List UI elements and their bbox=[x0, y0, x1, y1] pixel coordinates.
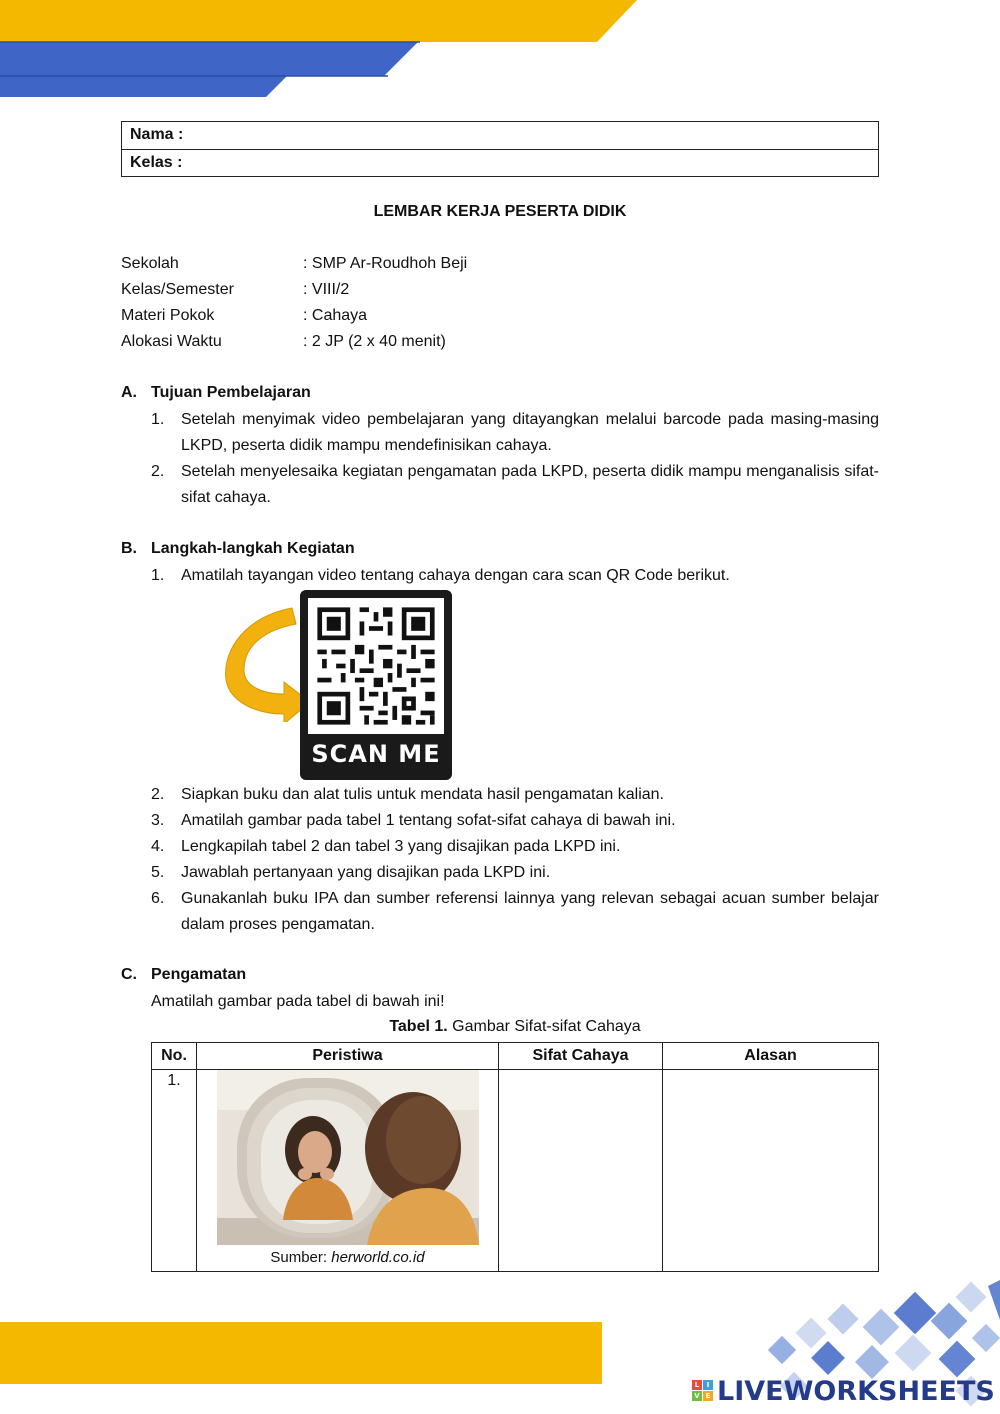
list-text: Setelah menyelesaika kegiatan pengamatan pada LKPD, peserta didik mampu menganalisis sifat-sifat cahaya. bbox=[181, 463, 879, 506]
logo-text: LIVEWORKSHEETS bbox=[717, 1376, 995, 1407]
identity-box bbox=[121, 121, 879, 177]
list-number: 6. bbox=[151, 890, 165, 907]
observation-table bbox=[151, 1042, 879, 1272]
section-c-intro: Amatilah gambar pada tabel di bawah ini! bbox=[151, 993, 445, 1010]
logo-cube: L bbox=[692, 1380, 702, 1390]
footer-bar bbox=[0, 1322, 602, 1384]
list-number: 1. bbox=[151, 411, 165, 428]
list-item bbox=[151, 808, 879, 834]
table-header-row bbox=[152, 1043, 879, 1070]
table-row bbox=[152, 1070, 879, 1272]
meta-row bbox=[121, 331, 467, 357]
list-number: 3. bbox=[151, 812, 165, 829]
header-event: Peristiwa bbox=[197, 1043, 499, 1070]
section-a-list bbox=[151, 407, 879, 511]
header-reason: Alasan bbox=[663, 1043, 879, 1070]
list-text: Lengkapilah tabel 2 dan tabel 3 yang disajikan pada LKPD ini. bbox=[181, 838, 621, 855]
caption-text: Gambar Sifat-sifat Cahaya bbox=[447, 1018, 641, 1035]
class-field[interactable] bbox=[122, 149, 878, 176]
name-field[interactable] bbox=[122, 122, 878, 149]
section-letter: B. bbox=[121, 540, 137, 557]
caption-label: Tabel 1. bbox=[389, 1018, 448, 1035]
section-a-heading bbox=[121, 384, 311, 402]
mirror-photo bbox=[217, 1070, 479, 1245]
header-decoration bbox=[0, 0, 1000, 100]
logo-cube: I bbox=[703, 1380, 713, 1390]
page-title: LEMBAR KERJA PESERTA DIDIK bbox=[373, 203, 627, 220]
name-label: Nama : bbox=[130, 126, 184, 143]
section-letter: A. bbox=[121, 384, 137, 401]
meta-key: Alokasi Waktu bbox=[121, 333, 222, 350]
row-number: 1. bbox=[152, 1070, 197, 1272]
qr-card bbox=[300, 590, 452, 780]
meta-row bbox=[121, 305, 467, 331]
section-title: Langkah-langkah Kegiatan bbox=[151, 540, 355, 557]
list-number: 1. bbox=[151, 567, 165, 584]
logo-cubes-icon bbox=[692, 1380, 714, 1404]
section-title: Pengamatan bbox=[151, 966, 247, 983]
light-property-cell[interactable] bbox=[499, 1070, 663, 1272]
section-b-list bbox=[151, 782, 879, 938]
meta-key: Kelas/Semester bbox=[121, 281, 234, 298]
class-label: Kelas : bbox=[130, 154, 183, 171]
photo-source bbox=[197, 1249, 498, 1266]
meta-key: Materi Pokok bbox=[121, 307, 215, 324]
table-caption bbox=[0, 1018, 1000, 1036]
reason-cell[interactable] bbox=[663, 1070, 879, 1272]
meta-value: : SMP Ar-Roudhoh Beji bbox=[303, 255, 468, 272]
meta-info bbox=[121, 253, 467, 357]
list-text: Amatilah tayangan video tentang cahaya dengan cara scan QR Code berikut. bbox=[181, 567, 730, 584]
logo-cube: V bbox=[692, 1391, 702, 1401]
liveworksheets-logo[interactable] bbox=[692, 1376, 995, 1407]
meta-row bbox=[121, 253, 467, 279]
list-number: 2. bbox=[151, 463, 165, 480]
section-letter: C. bbox=[121, 966, 137, 983]
event-cell bbox=[197, 1070, 499, 1272]
list-item bbox=[151, 834, 879, 860]
list-item bbox=[151, 563, 879, 589]
logo-cube: E bbox=[703, 1391, 713, 1401]
qr-label: SCAN ME bbox=[311, 740, 441, 768]
list-item bbox=[151, 860, 879, 886]
meta-value: : VIII/2 bbox=[303, 281, 350, 298]
header-no: No. bbox=[152, 1043, 197, 1070]
meta-value: : 2 JP (2 x 40 menit) bbox=[303, 333, 446, 350]
section-title: Tujuan Pembelajaran bbox=[151, 384, 311, 401]
section-b-first-item bbox=[151, 563, 879, 589]
section-b-heading bbox=[121, 540, 355, 558]
qr-code-block[interactable] bbox=[218, 588, 458, 782]
header-light-property: Sifat Cahaya bbox=[499, 1043, 663, 1070]
list-item bbox=[151, 407, 879, 459]
list-text: Siapkan buku dan alat tulis untuk mendata hasil pengamatan kalian. bbox=[181, 786, 664, 803]
list-number: 2. bbox=[151, 786, 165, 803]
source-prefix: Sumber: bbox=[270, 1249, 332, 1266]
list-item bbox=[151, 782, 879, 808]
list-item bbox=[151, 459, 879, 511]
list-item bbox=[151, 886, 879, 938]
list-text: Amatilah gambar pada tabel 1 tentang sofat-sifat cahaya di bawah ini. bbox=[181, 812, 676, 829]
meta-key: Sekolah bbox=[121, 255, 179, 272]
section-c-heading bbox=[121, 966, 246, 984]
list-number: 5. bbox=[151, 864, 165, 881]
list-number: 4. bbox=[151, 838, 165, 855]
list-text: Setelah menyimak video pembelajaran yang ditayangkan melalui barcode pada masing-masing LKPD, peserta didik mampu mendefinisikan cahaya. bbox=[181, 411, 879, 454]
meta-row bbox=[121, 279, 467, 305]
meta-value: : Cahaya bbox=[303, 307, 368, 324]
list-text: Jawablah pertanyaan yang disajikan pada LKPD ini. bbox=[181, 864, 551, 881]
qr-code-icon bbox=[308, 598, 444, 734]
list-text: Gunakanlah buku IPA dan sumber referensi lainnya yang relevan sebagai acuan sumber belajar dalam proses pengamatan. bbox=[181, 890, 879, 933]
source-site: herworld.co.id bbox=[331, 1249, 425, 1266]
